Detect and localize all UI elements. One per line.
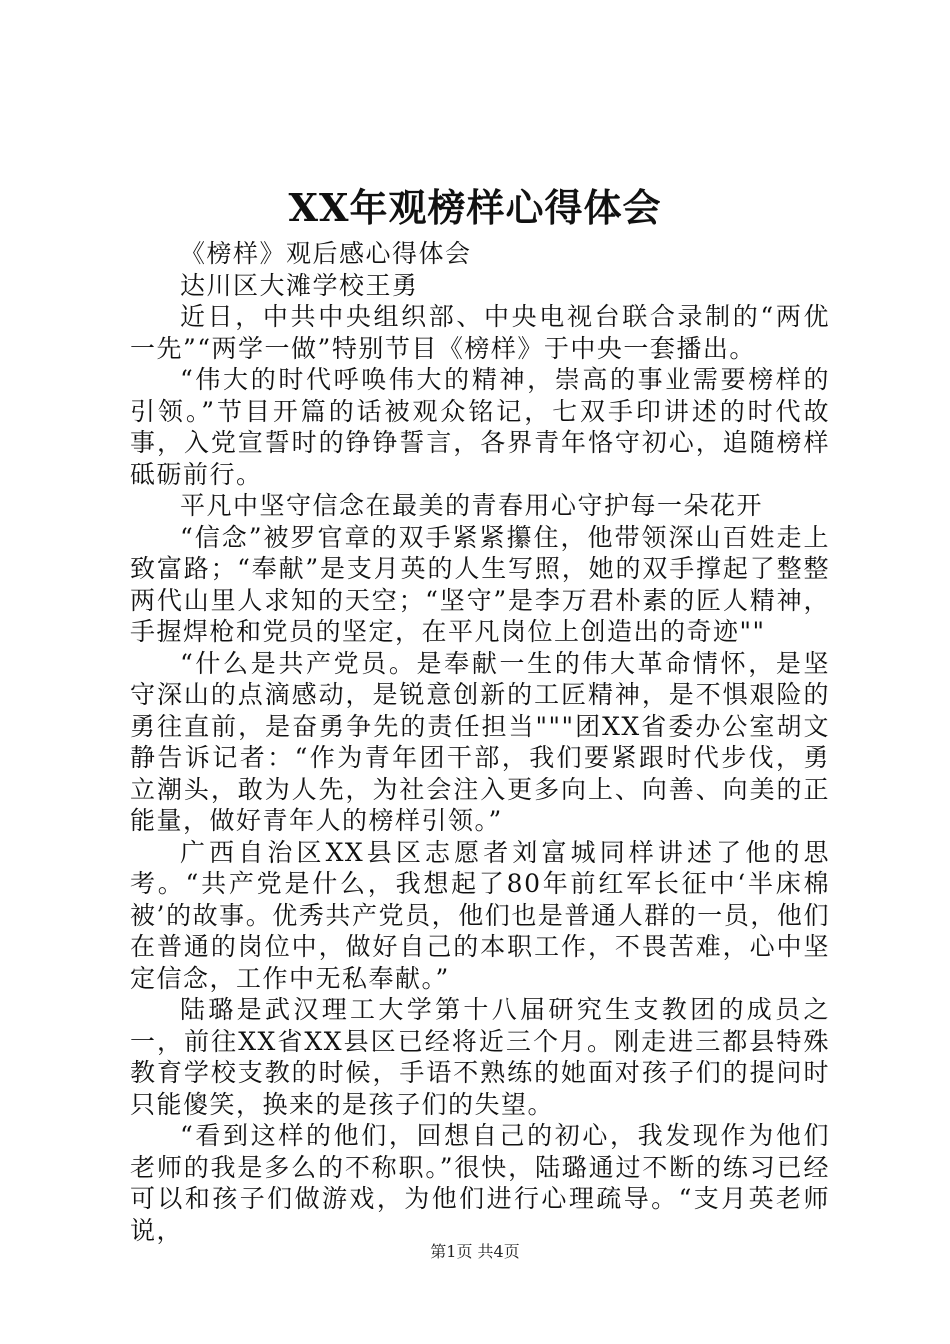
paragraph: 陆璐是武汉理工大学第十八届研究生支教团的成员之一，前往XX省XX县区已经将近三个月。刚走进三都县特殊教育学校支教的时候，手语不熟练的她面对孩子们的提问时只能傻笑，换来的是孩子们的失望。 [130,995,830,1119]
paragraph: 近日，中共中央组织部、中央电视台联合录制的“两优一先”“两学一做”特别节目《榜样》于中央一套播出。 [130,302,830,363]
page-footer: 第1页 共4页 [430,1242,520,1261]
document-title: XX年观榜样心得体会 [288,185,662,230]
paragraph-section-heading: 平凡中坚守信念在最美的青春用心守护每一朵花开 [180,491,764,520]
document-body [130,238,830,1246]
paragraph: “信念”被罗官章的双手紧紧攥住，他带领深山百姓走上致富路；“奉献”是支月英的人生写照，她的双手撑起了整整两代山里人求知的天空；“坚守”是李万君朴素的匠人精神，手握焊枪和党员的坚定，在平凡岗位上创造出的奇迹"" [130,522,830,646]
paragraph-author: 达川区大滩学校王勇 [180,270,419,300]
paragraph: “伟大的时代呼唤伟大的精神，崇高的事业需要榜样的引领。”节目开篇的话被观众铭记，七双手印讲述的时代故事，入党宣誓时的铮铮誓言，各界青年恪守初心，追随榜样砥砺前行。 [130,365,830,489]
paragraph: “看到这样的他们，回想自己的初心，我发现作为他们老师的我是多么的不称职。”很快，陆璐通过不断的练习已经可以和孩子们做游戏，为他们进行心理疏导。“支月英老师说， [130,1121,830,1245]
paragraph: “什么是共产党员。是奉献一生的伟大革命情怀，是坚守深山的点滴感动，是锐意创新的工匠精神，是不惧艰险的勇往直前，是奋勇争先的责任担当"""团XX省委办公室胡文静告诉记者：“作为青年团干部，我们要紧跟时代步伐，勇立潮头，敢为人先，为社会注入更多向上、向善、向美的正能量，做好青年人的榜样引领。” [130,648,830,835]
paragraph-subtitle: 《榜样》观后感心得体会 [180,239,472,268]
paragraph: 广西自治区XX县区志愿者刘富城同样讲述了他的思考。“共产党是什么，我想起了80年前红军长征中‘半床棉被’的故事。优秀共产党员，他们也是普通人群的一员，他们在普通的岗位中，做好自己的本职工作，不畏苦难，心中坚定信念，工作中无私奉献。” [130,837,830,993]
